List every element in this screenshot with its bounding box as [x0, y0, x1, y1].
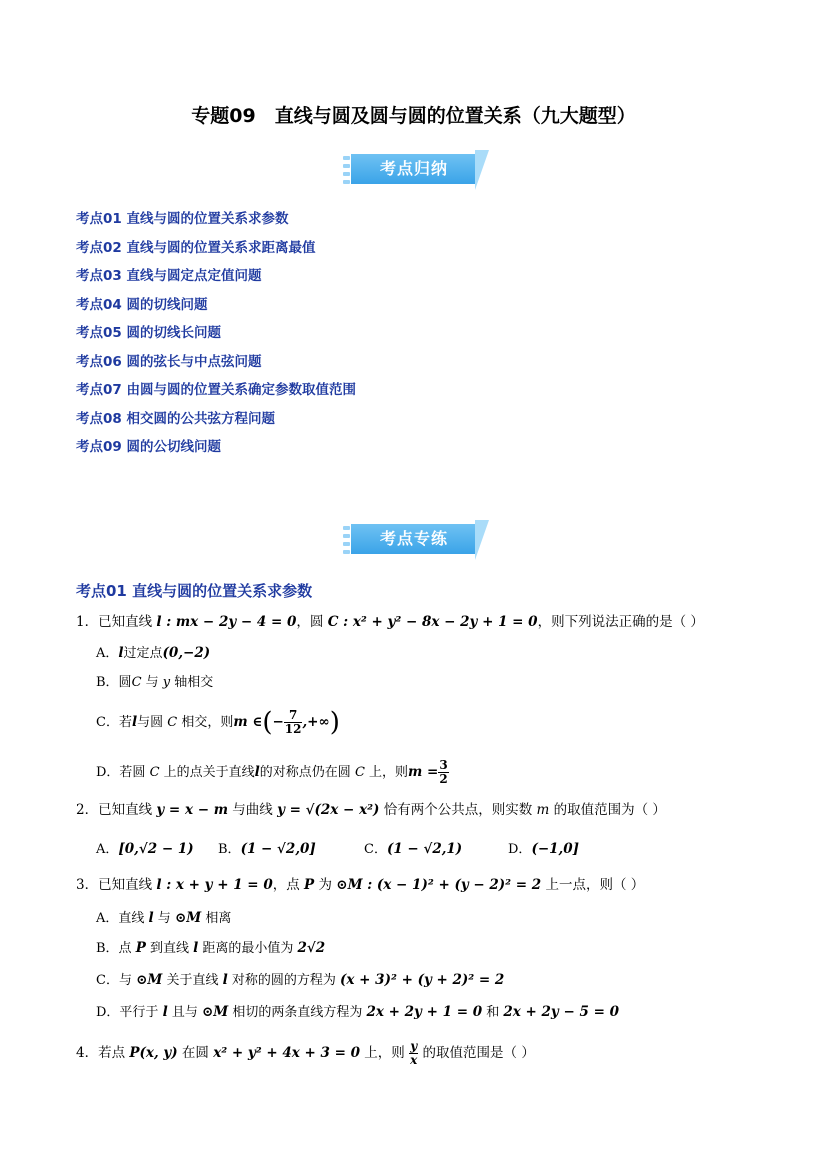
equation: C : x² + y² − 8x − 2y + 1 = 0 [327, 614, 538, 630]
question-2: 2．已知直线 y = x − m 与曲线 y = √(2x − x²) 恰有两个公共点，则实数 m 的取值范围为（ ） [76, 802, 666, 818]
topic-item[interactable]: 考点07 由圆与圆的位置关系确定参数取值范围 [76, 382, 356, 398]
banner-label: 考点归纳 [379, 159, 448, 178]
section-banner-summary [341, 150, 489, 190]
option-a: A．直线 l 与 ⊙M 相离 [96, 910, 232, 926]
topic-item[interactable]: 考点03 直线与圆定点定值问题 [76, 268, 262, 284]
equation: x² + y² + 4x + 3 = 0 [213, 1045, 361, 1061]
page-title: 专题09 直线与圆及圆与圆的位置关系（九大题型） [191, 105, 636, 127]
option-d: D．平行于 l 且与 ⊙M 相切的两条直线方程为 2x + 2y + 1 = 0 和 2x + 2y − 5 = 0 [96, 1004, 619, 1020]
banner-dots-decoration [343, 526, 351, 554]
topic-item[interactable]: 考点05 圆的切线长问题 [76, 325, 221, 341]
question-3: 3．已知直线 l : x + y + 1 = 0，点 P 为 ⊙M : (x − 1)² + (y − 2)² = 2 上一点，则（ ） [76, 877, 645, 893]
banner-dots-decoration [343, 156, 351, 184]
option-c: C．若l与圆 C 相交，则m ∈(− $\frac{7}{12}$ ,+∞) [96, 707, 340, 738]
equation: l : x + y + 1 = 0 [156, 877, 273, 893]
fraction: $\frac{3}{2}$ [439, 758, 448, 786]
topic-list [76, 210, 356, 467]
option-c: C．与 ⊙M 关于直线 l 对称的圆的方程为 (x + 3)² + (y + 2)² = 2 [96, 972, 505, 988]
option-c: C．(1 − √2,1) [364, 841, 463, 857]
equation: P(x, y) [129, 1045, 178, 1061]
equation: l : mx − 2y − 4 = 0 [156, 614, 297, 630]
question-1: 1．已知直线 l : mx − 2y − 4 = 0，圆 C : x² + y² − 8x − 2y + 1 = 0，则下列说法正确的是（ ） [76, 614, 704, 630]
banner-fold-decoration [475, 150, 489, 190]
banner-label: 考点专练 [379, 529, 448, 548]
question-2-options [96, 838, 746, 862]
option-b: B．圆C 与 y 轴相交 [96, 675, 214, 690]
topic-item[interactable]: 考点09 圆的公切线问题 [76, 439, 221, 455]
equation: y = x − m [156, 802, 228, 818]
option-d: D．若圆 C 上的点关于直线l的对称点仍在圆 C 上，则m = $\frac{3}{2}$ [96, 758, 448, 786]
question-4: 4．若点 P(x, y) 在圆 x² + y² + 4x + 3 = 0 上，则 $\frac{y}{x}$ 的取值范围是（ ） [76, 1039, 535, 1067]
option-b: B．(1 − √2,0] [218, 841, 316, 857]
fraction: $\frac{7}{12}$ [284, 708, 302, 736]
topic-item[interactable]: 考点04 圆的切线问题 [76, 296, 208, 313]
option-d: D．(−1,0] [508, 841, 580, 857]
section-heading: 考点01 直线与圆的位置关系求参数 [76, 582, 313, 600]
banner-fold-decoration [475, 520, 489, 560]
equation: ⊙M : (x − 1)² + (y − 2)² = 2 [336, 877, 542, 893]
topic-item[interactable]: 考点02 直线与圆的位置关系求距离最值 [76, 239, 316, 256]
topic-item[interactable]: 考点06 圆的弦长与中点弦问题 [76, 353, 262, 370]
equation: y = √(2x − x²) [277, 802, 380, 818]
section-banner-practice [341, 520, 489, 560]
topic-item[interactable]: 考点08 相交圆的公共弦方程问题 [76, 410, 275, 427]
fraction: $\frac{y}{x}$ [410, 1039, 418, 1067]
option-a: A．l过定点(0,−2) [96, 645, 211, 661]
option-b: B．点 P 到直线 l 距离的最小值为 2√2 [96, 940, 326, 956]
option-a: A．[0,√2 − 1) [96, 841, 194, 857]
topic-item[interactable]: 考点01 直线与圆的位置关系求参数 [76, 211, 289, 227]
